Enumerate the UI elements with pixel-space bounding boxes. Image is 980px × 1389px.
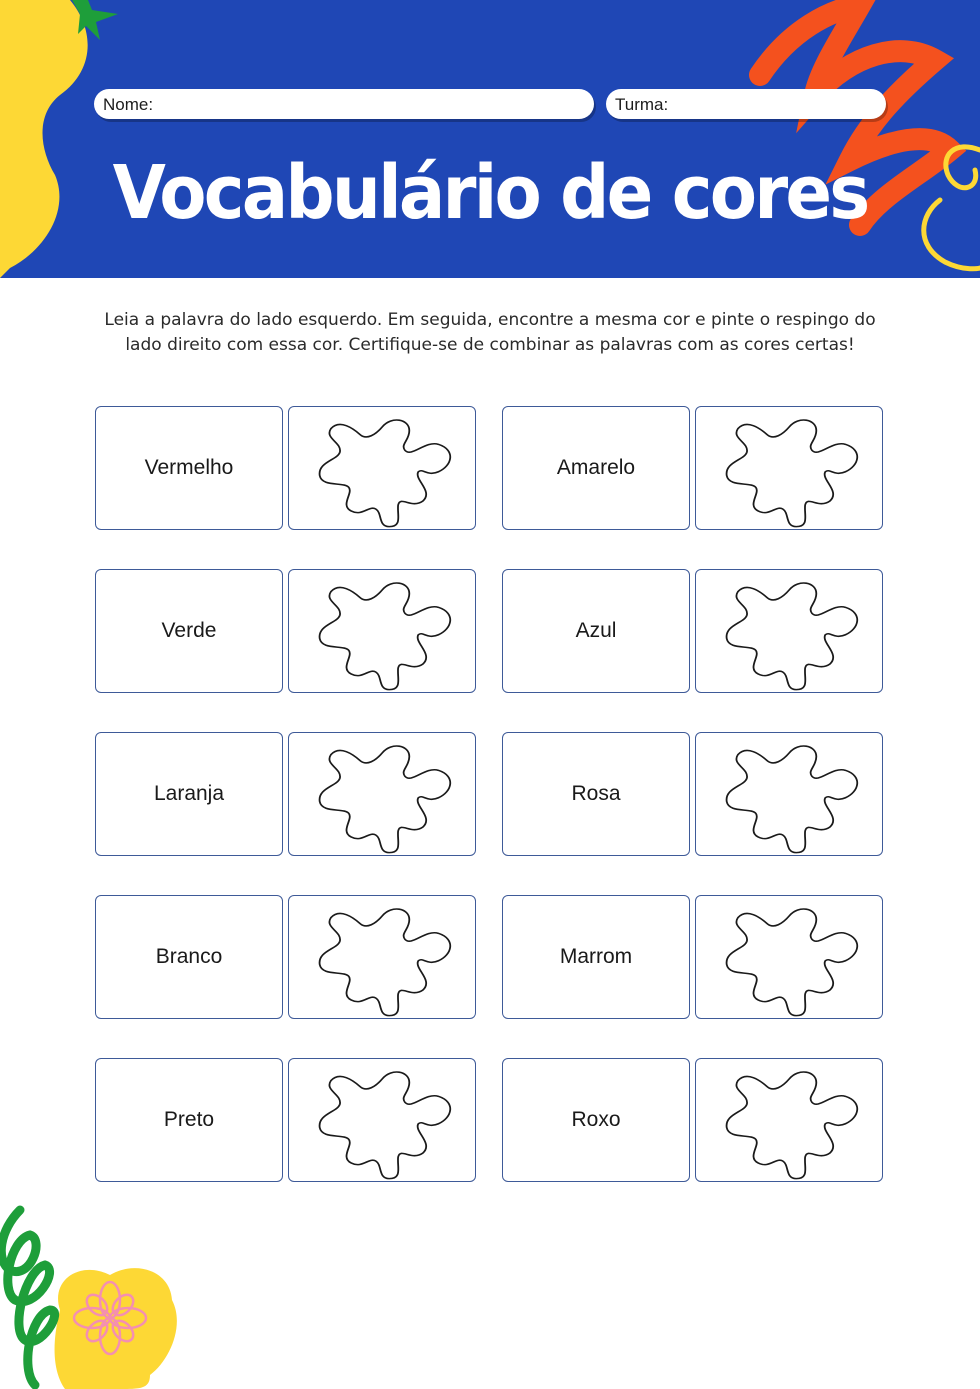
color-word-cell bbox=[95, 569, 283, 693]
paint-splat-cell[interactable] bbox=[695, 406, 883, 530]
color-word-cell bbox=[95, 895, 283, 1019]
paint-splat-cell[interactable] bbox=[695, 895, 883, 1019]
paint-splat-cell[interactable] bbox=[288, 406, 476, 530]
color-word-cell bbox=[502, 569, 690, 693]
header-banner bbox=[0, 0, 980, 278]
color-word: Preto bbox=[163, 1108, 215, 1131]
color-word-cell bbox=[502, 895, 690, 1019]
class-field-label: Turma: bbox=[615, 95, 669, 114]
class-field[interactable] bbox=[606, 89, 886, 119]
paint-splat-icon[interactable] bbox=[696, 733, 884, 857]
instructions-line-2: lado direito com essa cor. Certifique-se de combinar as palavras com as cores certas! bbox=[125, 335, 855, 355]
bottom-decorations bbox=[0, 1200, 200, 1389]
instructions-line-1: Leia a palavra do lado esquerdo. Em seguida, encontre a mesma cor e pinte o respingo do bbox=[104, 310, 876, 330]
color-word: Vermelho bbox=[144, 456, 234, 479]
paint-splat-cell[interactable] bbox=[695, 732, 883, 856]
color-word-cell bbox=[95, 406, 283, 530]
paint-splat-cell[interactable] bbox=[695, 1058, 883, 1182]
color-word: Marrom bbox=[559, 945, 633, 968]
color-word-cell bbox=[95, 1058, 283, 1182]
color-word-cell bbox=[95, 732, 283, 856]
paint-splat-icon[interactable] bbox=[696, 1059, 884, 1183]
paint-splat-icon[interactable] bbox=[289, 570, 477, 694]
paint-splat-cell[interactable] bbox=[288, 895, 476, 1019]
color-word: Branco bbox=[155, 945, 223, 968]
color-word: Amarelo bbox=[556, 456, 636, 479]
color-word: Rosa bbox=[571, 782, 621, 805]
color-word-cell bbox=[502, 1058, 690, 1182]
paint-splat-icon[interactable] bbox=[289, 733, 477, 857]
paint-splat-icon[interactable] bbox=[289, 1059, 477, 1183]
color-word-cell bbox=[502, 732, 690, 856]
paint-splat-cell[interactable] bbox=[288, 1058, 476, 1182]
paint-splat-cell[interactable] bbox=[288, 569, 476, 693]
paint-splat-icon[interactable] bbox=[696, 407, 884, 531]
color-word: Azul bbox=[575, 619, 617, 642]
paint-splat-icon[interactable] bbox=[696, 570, 884, 694]
name-field-label: Nome: bbox=[103, 95, 154, 114]
color-word-cell bbox=[502, 406, 690, 530]
color-word: Roxo bbox=[571, 1108, 621, 1131]
paint-splat-icon[interactable] bbox=[289, 407, 477, 531]
page-title: Vocabulário de cores bbox=[112, 150, 868, 236]
paint-splat-icon[interactable] bbox=[289, 896, 477, 1020]
paint-splat-cell[interactable] bbox=[288, 732, 476, 856]
instructions bbox=[90, 308, 890, 358]
paint-splat-cell[interactable] bbox=[695, 569, 883, 693]
name-field[interactable] bbox=[94, 89, 594, 119]
green-scribble-icon bbox=[1, 1210, 54, 1385]
paint-splat-icon[interactable] bbox=[696, 896, 884, 1020]
color-word: Laranja bbox=[153, 782, 225, 805]
color-word: Verde bbox=[161, 619, 217, 642]
